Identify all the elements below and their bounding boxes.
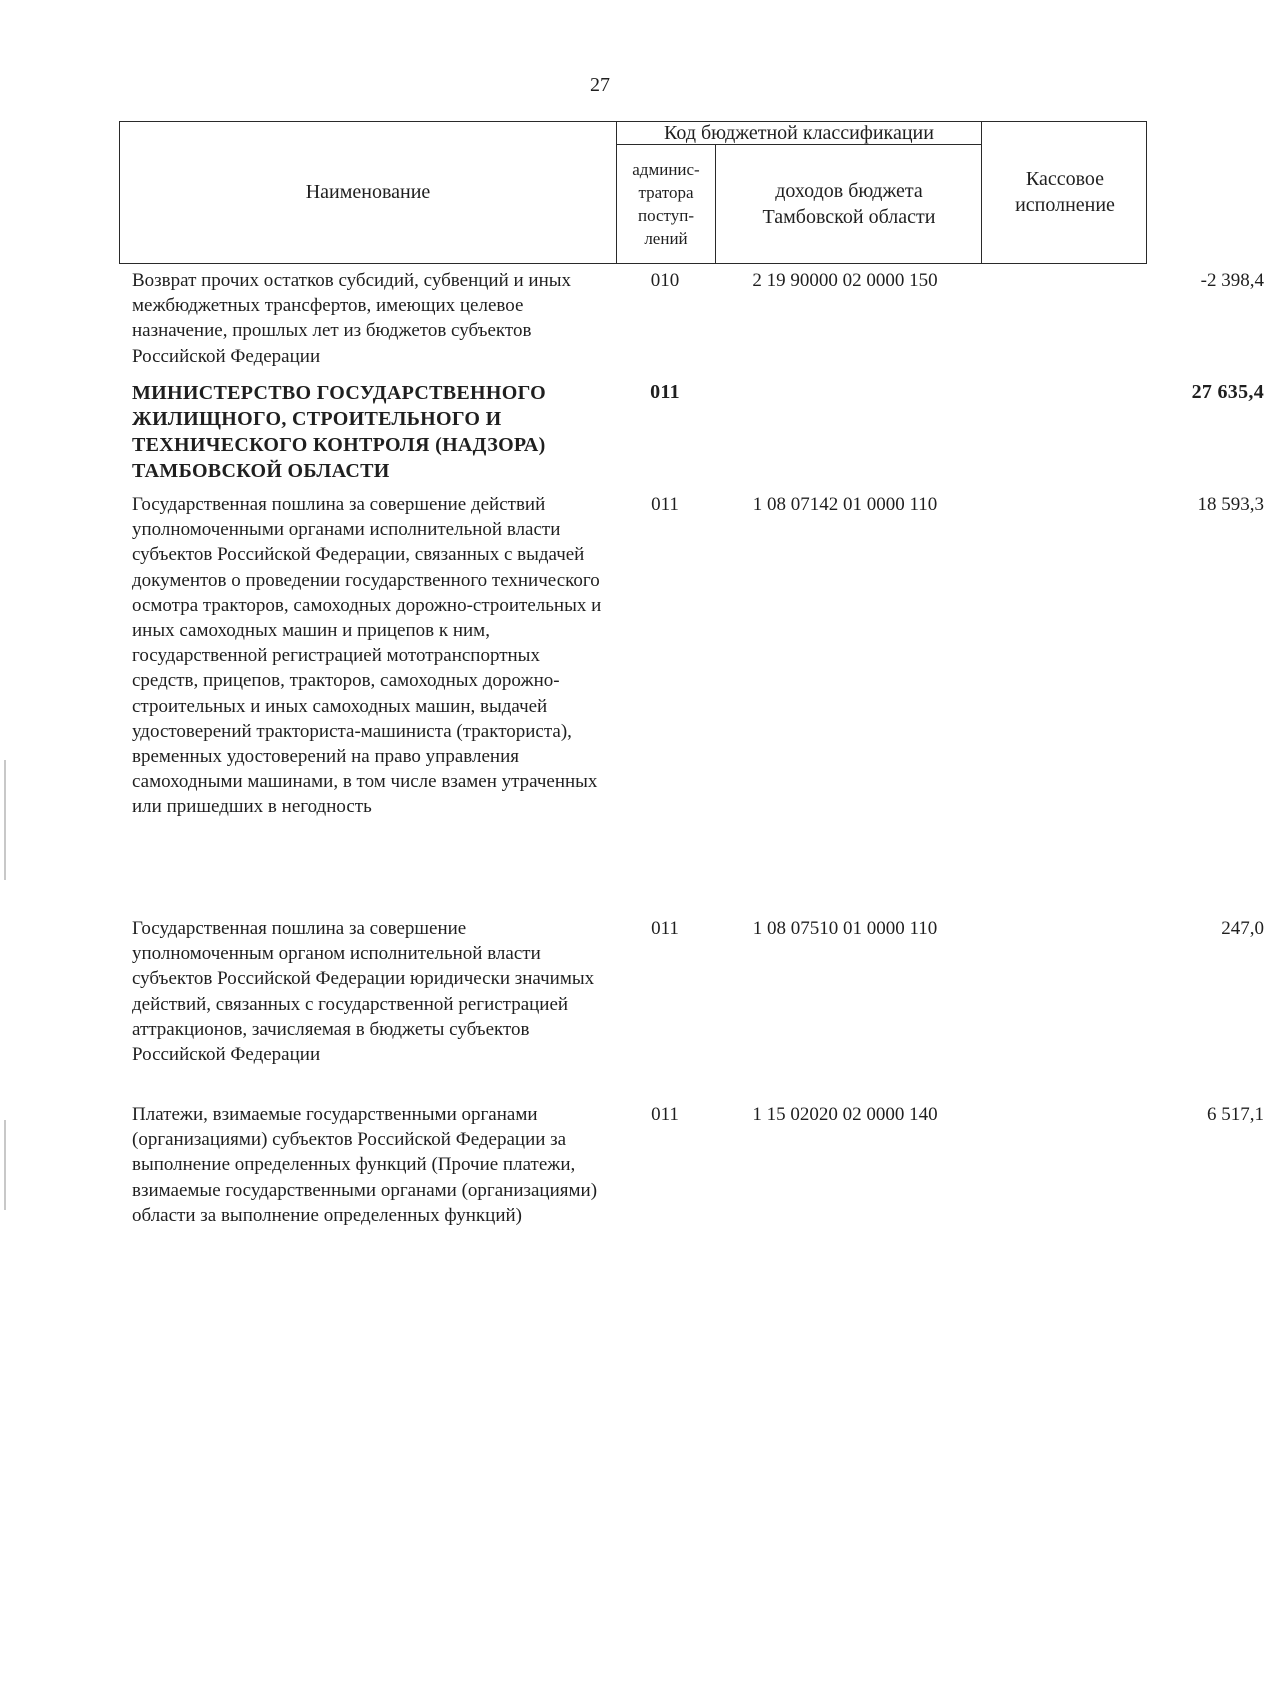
row-name: Платежи, взимаемые государственными органами (организациями) субъектов Российской Федерации за выполнение определенных функций (Прочие платежи, взимаемые государственными органами (организациями) области за выполнение определенных функций) xyxy=(132,1104,598,1226)
row-name: Возврат прочих остатков субсидий, субвенций и иных межбюджетных трансфертов, имеющих целевое назначение, прошлых лет из бюджетов субъектов Российской Федерации xyxy=(132,270,572,367)
row-income-code: 2 19 90000 02 0000 150 xyxy=(752,270,938,291)
row-amount: 27 635,4 xyxy=(1191,381,1264,403)
row-income-code: 1 08 07510 01 0000 110 xyxy=(752,918,938,939)
header-divider xyxy=(715,144,716,263)
row-amount: -2 398,4 xyxy=(1200,270,1264,291)
row-admin-code: 011 xyxy=(651,918,679,939)
row-admin-code: 011 xyxy=(650,381,680,403)
header-amount: Кассовое исполнение xyxy=(1015,168,1115,216)
row-admin-code: 011 xyxy=(651,494,679,515)
header-name: Наименование xyxy=(305,181,431,203)
row-income-code: 1 08 07142 01 0000 110 xyxy=(752,494,938,515)
table-header xyxy=(119,121,1147,264)
row-name: МИНИСТЕРСТВО ГОСУДАРСТВЕННОГО ЖИЛИЩНОГО, СТРОИТЕЛЬНОГО И ТЕХНИЧЕСКОГО КОНТРОЛЯ (НАДЗОРА) ТАМБОВСКОЙ ОБЛАСТИ xyxy=(132,382,546,482)
page-number: 27 xyxy=(590,74,610,96)
row-admin-code: 011 xyxy=(651,1104,679,1125)
row-name: Государственная пошлина за совершение уполномоченным органом исполнительной власти субъектов Российской Федерации юридически значимых действий, связанных с государственной регистрацией аттракционов, зачисляемая в бюджеты субъектов Российской Федерации xyxy=(132,918,595,1066)
scan-artifact xyxy=(4,1120,6,1210)
row-amount: 247,0 xyxy=(1221,918,1264,939)
scan-artifact xyxy=(4,760,6,880)
row-income-code: 1 15 02020 02 0000 140 xyxy=(752,1104,938,1125)
row-admin-code: 010 xyxy=(650,270,680,291)
row-amount: 6 517,1 xyxy=(1207,1104,1264,1125)
header-classification-group: Код бюджетной классификации xyxy=(664,122,934,144)
row-name: Государственная пошлина за совершение действий уполномоченными органами исполнительной власти субъектов Российской Федерации, связанных с выдачей документов о проведении государственного технического осмотра тракторов, самоходных дорожно-строительных и иных самоходных машин и прицепов к ним, государственной регистрацией мототранспортных средств, прицепов, тракторов, самоходных дорожно-строительных и иных самоходных машин, выдачей удостоверений тракториста-машиниста (тракториста), временных удостоверений на право управления самоходными машинами, в том числе взамен утраченных или пришедших в негодность xyxy=(132,494,602,818)
row-amount: 18 593,3 xyxy=(1197,494,1264,515)
header-admin: админис-тратора поступ-лений xyxy=(632,160,700,248)
header-income-code: доходов бюджета Тамбовской области xyxy=(762,180,936,228)
